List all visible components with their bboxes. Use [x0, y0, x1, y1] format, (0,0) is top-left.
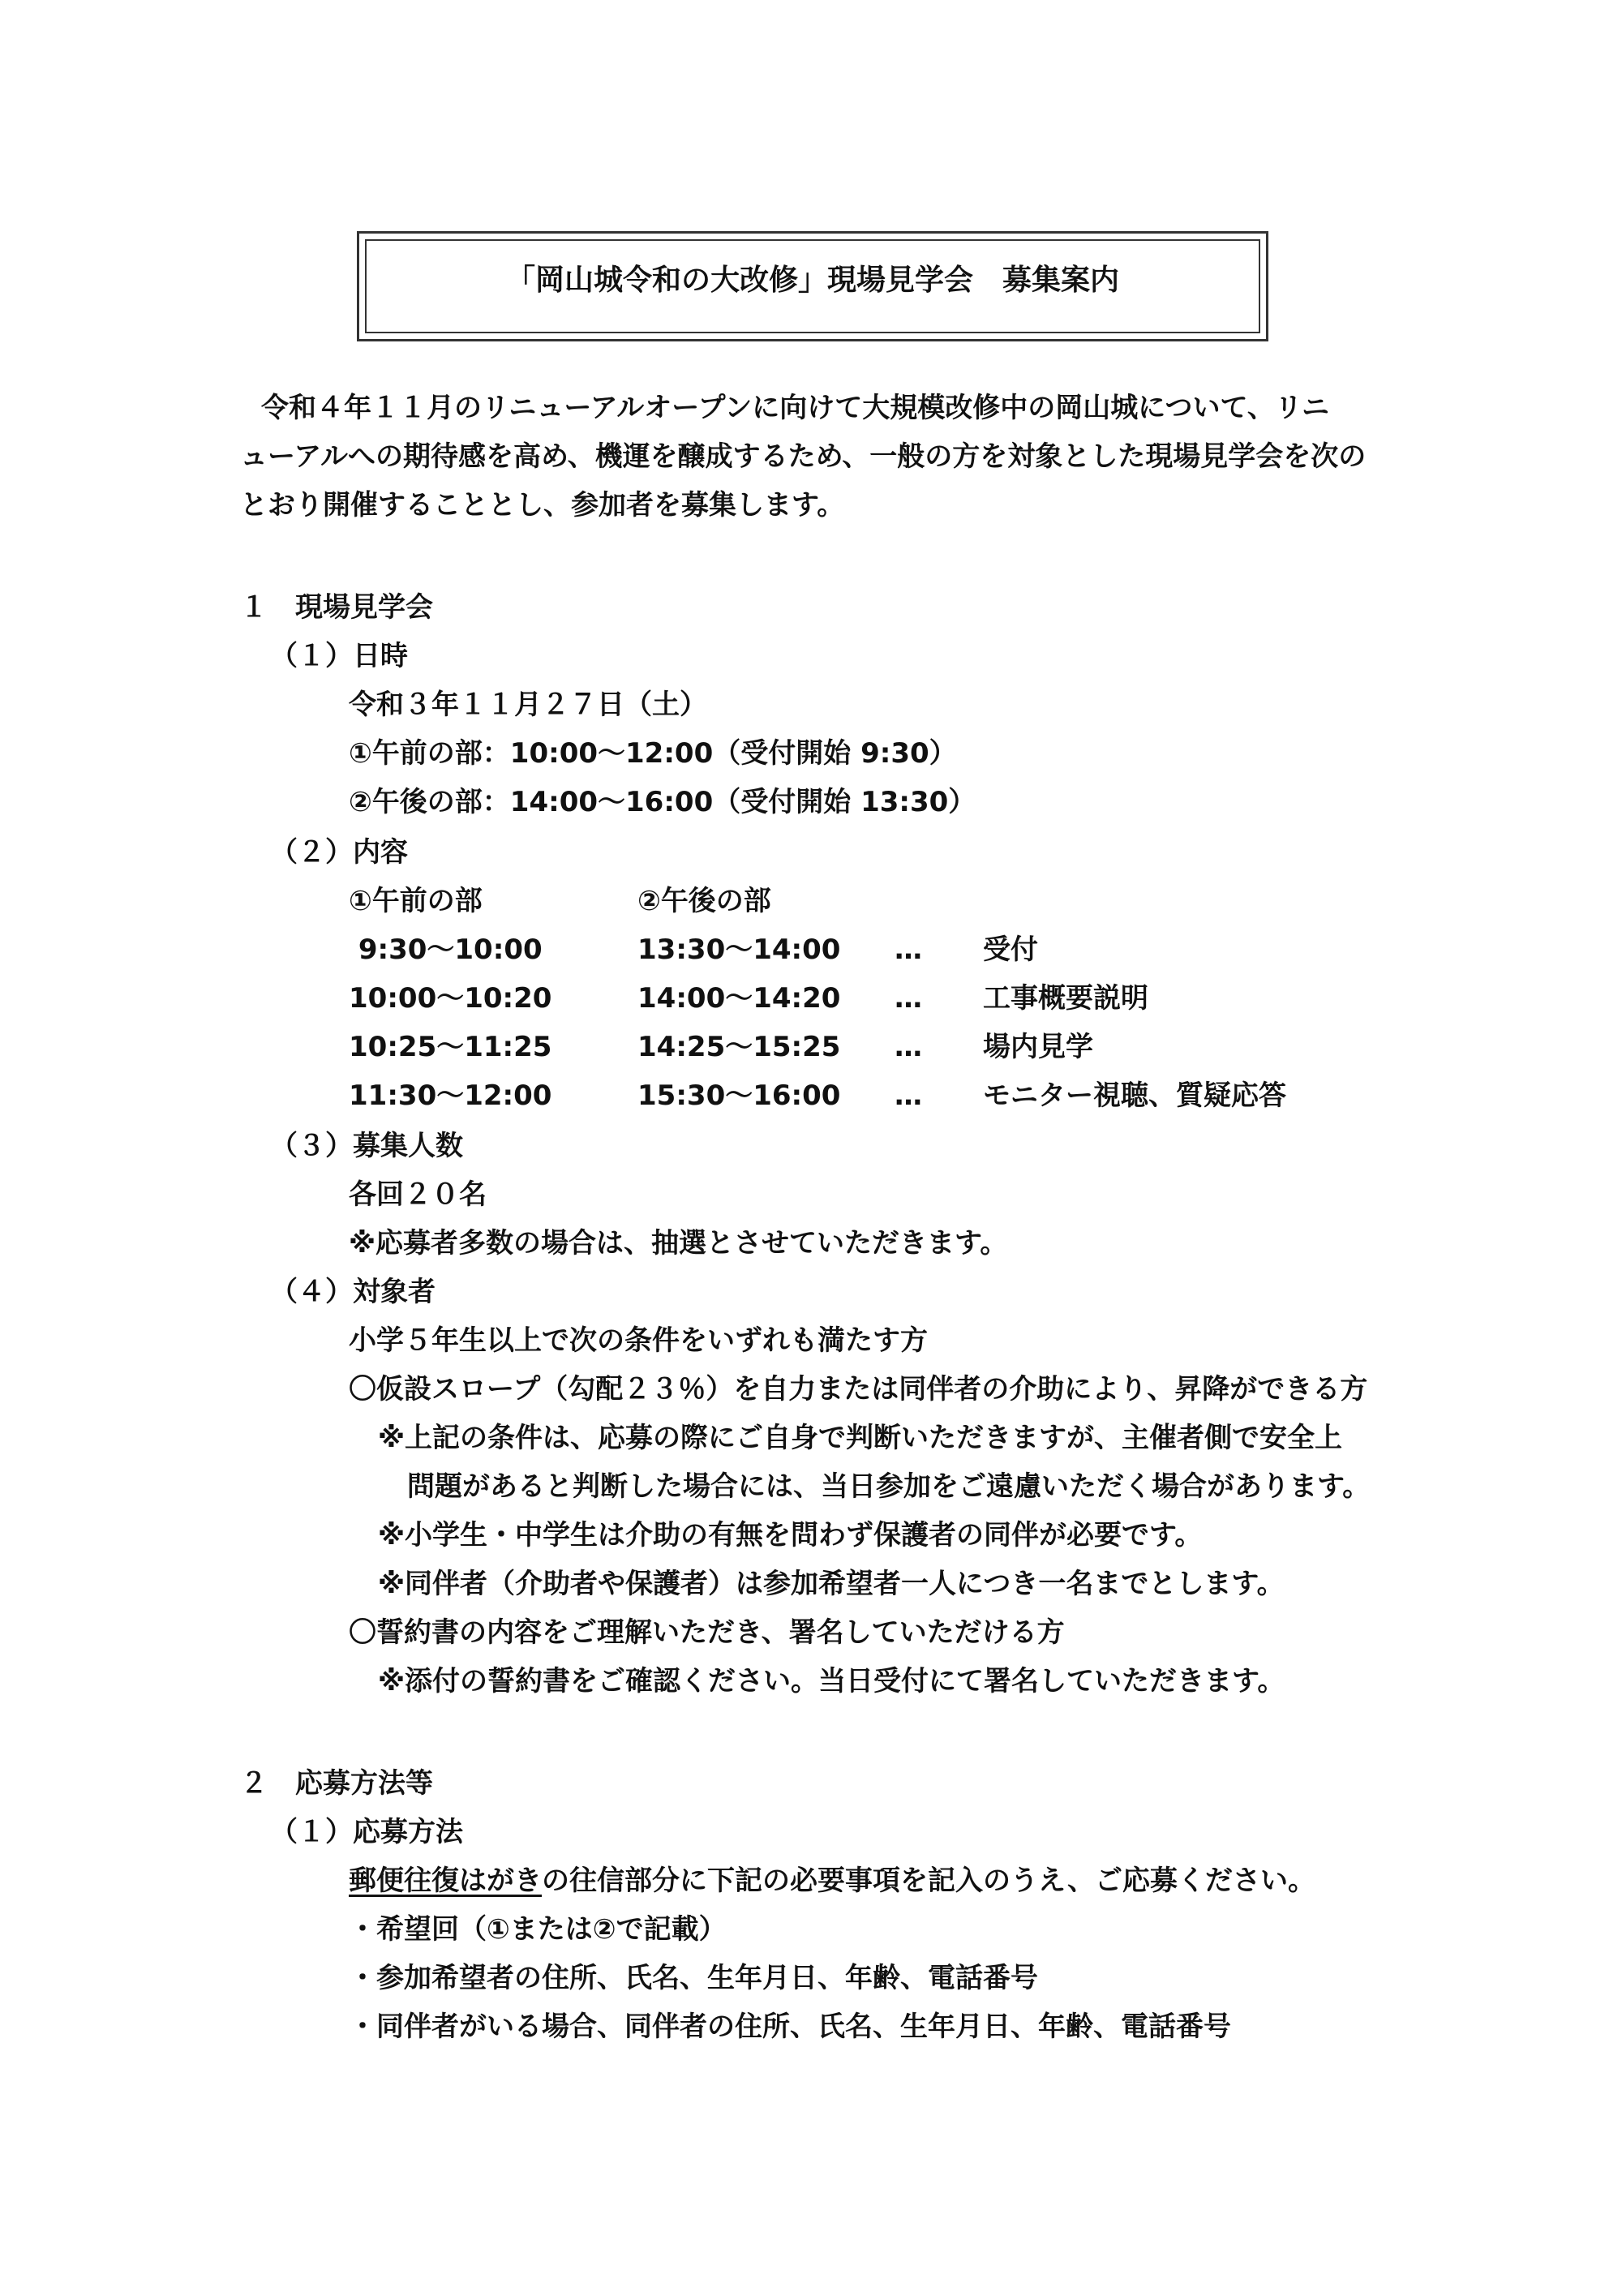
section2-heading: ２ 応募方法等	[240, 1767, 433, 1800]
schedule-dots: …	[895, 933, 922, 966]
intro-line-1: 令和４年１１月のリニューアルオープンに向けて大規模改修中の岡山城について、リニ	[261, 392, 1330, 424]
capacity-note: ※応募者多数の場合は、抽選とさせていただきます。	[349, 1227, 1008, 1260]
intro-line-2: ューアルへの期待感を高め、機運を醸成するため、一般の方を対象とした現場見学会を次の	[240, 440, 1367, 473]
schedule-dots: …	[895, 1031, 922, 1063]
eligibility-note-2: ※小学生・中学生は介助の有無を問わず保護者の同伴が必要です。	[378, 1519, 1203, 1551]
schedule-pm-time: 13:30～14:00	[637, 933, 841, 966]
page-title: 「岡山城令和の大改修」現場見学会 募集案内	[505, 264, 1119, 297]
schedule-item: 工事概要説明	[983, 982, 1148, 1015]
schedule-am-time: 10:00～10:20	[349, 982, 552, 1015]
method-lead-underlined: 郵便往復はがき	[349, 1865, 542, 1897]
schedule-am-time: 9:30～10:00	[349, 933, 543, 966]
method-item: ・参加希望者の住所、氏名、生年月日、年齢、電話番号	[349, 1962, 1038, 1994]
capacity-count: 各回２０名	[349, 1178, 487, 1211]
schedule-dots: …	[895, 982, 922, 1015]
schedule-pm-time: 14:25～15:25	[637, 1031, 841, 1063]
schedule-am-time: 10:25～11:25	[349, 1031, 552, 1063]
eligibility-lead: 小学５年生以上で次の条件をいずれも満たす方	[349, 1324, 928, 1357]
eligibility-note-1b: 問題があると判断した場合には、当日参加をご遠慮いただく場合があります。	[407, 1470, 1371, 1503]
datetime-afternoon: ②午後の部：14:00～16:00（受付開始 13:30）	[349, 786, 976, 818]
intro-line-3: とおり開催することとし、参加者を募集します。	[240, 489, 845, 521]
title-box	[357, 231, 1268, 341]
datetime-date: 令和３年１１月２７日（土）	[349, 689, 707, 721]
capacity-heading: （３）募集人数	[270, 1130, 463, 1162]
eligibility-note-4: ※添付の誓約書をご確認ください。当日受付にて署名していただきます。	[378, 1665, 1285, 1697]
eligibility-note-3: ※同伴者（介助者や保護者）は参加希望者一人につき一名までとします。	[378, 1568, 1285, 1600]
eligibility-heading: （４）対象者	[270, 1276, 436, 1308]
schedule-item: モニター視聴、質疑応答	[983, 1079, 1286, 1112]
eligibility-note-1a: ※上記の条件は、応募の際にご自身で判断いただきますが、主催者側で安全上	[378, 1422, 1343, 1454]
datetime-morning: ①午前の部：10:00～12:00（受付開始 9:30）	[349, 737, 957, 770]
eligibility-condition-1: 〇仮設スロープ（勾配２３％）を自力または同伴者の介助により、昇降ができる方	[349, 1373, 1368, 1405]
schedule-item: 場内見学	[983, 1031, 1093, 1063]
method-item: ・希望回（①または②で記載）	[349, 1913, 727, 1946]
content-col-afternoon: ②午後の部	[637, 885, 771, 917]
schedule-dots: …	[895, 1079, 922, 1112]
section1-heading: １ 現場見学会	[240, 591, 433, 624]
datetime-heading: （１）日時	[270, 640, 408, 672]
schedule-am-time: 11:30～12:00	[349, 1079, 552, 1112]
method-lead	[349, 1865, 1315, 1897]
content-col-morning: ①午前の部	[349, 885, 483, 917]
method-heading: （１）応募方法	[270, 1816, 463, 1848]
method-lead-rest: の往信部分に下記の必要事項を記入のうえ、ご応募ください。	[542, 1865, 1316, 1897]
schedule-pm-time: 15:30～16:00	[637, 1079, 841, 1112]
content-heading: （２）内容	[270, 836, 408, 869]
schedule-item: 受付	[983, 933, 1038, 966]
schedule-pm-time: 14:00～14:20	[637, 982, 841, 1015]
eligibility-condition-2: 〇誓約書の内容をご理解いただき、署名していただける方	[349, 1616, 1065, 1649]
method-item: ・同伴者がいる場合、同伴者の住所、氏名、生年月日、年齢、電話番号	[349, 2011, 1231, 2043]
